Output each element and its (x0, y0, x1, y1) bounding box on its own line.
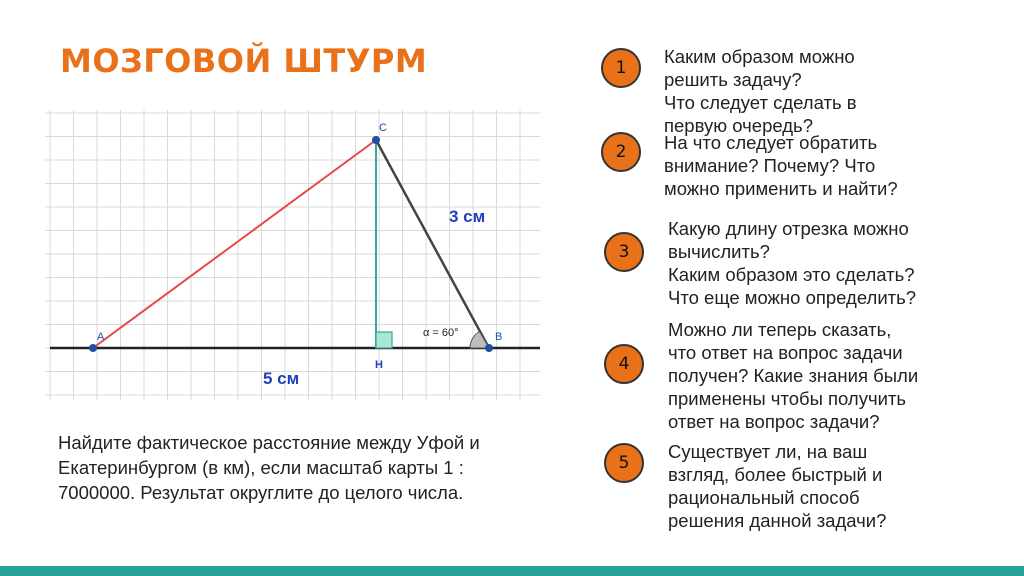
label-angle: α = 60° (423, 327, 459, 339)
question-text: Каким образом можно решить задачу? Что следует сделать в первую очередь? (664, 46, 857, 136)
question-text: На что следует обратить внимание? Почему? Что можно применить и найти? (664, 132, 898, 199)
label-side-cb: 3 см (449, 207, 486, 226)
grid (45, 110, 540, 400)
question-text: Существует ли, на ваш взгляд, более быстрый и рациональный способ решения данной задачи? (668, 441, 887, 531)
question-number-badge: 5 (604, 443, 644, 483)
bottom-accent-bar (0, 566, 1024, 576)
question-number-badge: 4 (604, 344, 644, 384)
question-number-badge: 2 (601, 132, 641, 172)
point-b (485, 344, 493, 352)
question-number-badge: 1 (601, 48, 641, 88)
question-text: Какую длину отрезка можно вычислить? Каким образом это сделать? Что еще можно определить? (668, 218, 917, 308)
label-side-ah: 5 см (263, 369, 300, 388)
point-a (89, 344, 97, 352)
label-h: H (375, 359, 383, 371)
question-text: Можно ли теперь сказать, что ответ на вопрос задачи получен? Какие знания были применены чтобы получить ответ на вопрос задачи? (668, 319, 919, 432)
right-angle-marker (376, 332, 392, 348)
triangle-figure (45, 110, 540, 400)
point-c (372, 136, 380, 144)
slide-title: МОЗГОВОЙ ШТУРМ (60, 42, 428, 80)
segment-ac (93, 140, 376, 348)
segment-cb (376, 140, 489, 348)
label-b: B (495, 331, 503, 343)
label-c: C (379, 122, 387, 134)
question-number-badge: 3 (604, 232, 644, 272)
problem-text: Найдите фактическое расстояние между Уфой и Екатеринбургом (в км), если масштаб карты 1 : 7000000. Результат округлите до целого числа. (58, 432, 480, 503)
label-a: A (97, 331, 105, 343)
triangle-diagram (45, 110, 540, 400)
